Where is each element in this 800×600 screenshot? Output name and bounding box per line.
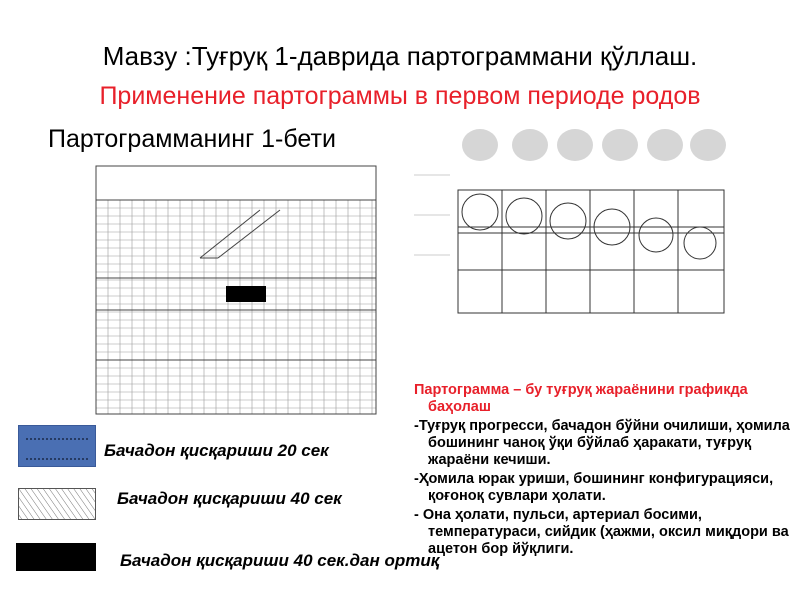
- legend-swatch-dotted: [18, 425, 96, 467]
- slide-title: Мавзу :Туғруқ 1-даврида партограммани қўллаш.: [102, 41, 698, 71]
- description-heading: Партограмма – бу туғруқ жараёнини графикда баҳолаш: [414, 382, 748, 415]
- slide-subtitle: Применение партограммы в первом периоде родов: [99, 82, 701, 110]
- page-label: Партограмманинг 1-бети: [48, 125, 336, 153]
- legend-swatch-hatched: [18, 488, 96, 520]
- partogram-chart-image: [90, 160, 382, 420]
- legend-label-20-sec: Бачадон қисқариши 20 сек: [104, 441, 329, 460]
- description-item: - Она ҳолати, пульси, артериал босими, температураси, сийдик (ҳажми, оксил миқдори ва ацетон бор йўқлиги.: [414, 507, 789, 557]
- description-item: -Туғруқ прогресси, бачадон бўйни очилиши, ҳомила бошининг чаноқ ўқи бўйлаб ҳаракати, туғруқ жараёни кечиши.: [414, 418, 790, 468]
- legend-label-40-sec: Бачадон қисқариши 40 сек: [117, 489, 342, 508]
- description-item: -Ҳомила юрак уриши, бошининг конфигурацияси, қоғоноқ сувлари ҳолати.: [414, 471, 774, 504]
- description-block: [414, 382, 794, 560]
- fetal-head-descent-diagram-image: [410, 115, 730, 327]
- legend-label-over-40-sec: Бачадон қисқариши 40 сек.дан ортиқ: [120, 551, 440, 570]
- legend-swatch-solid: [16, 543, 96, 571]
